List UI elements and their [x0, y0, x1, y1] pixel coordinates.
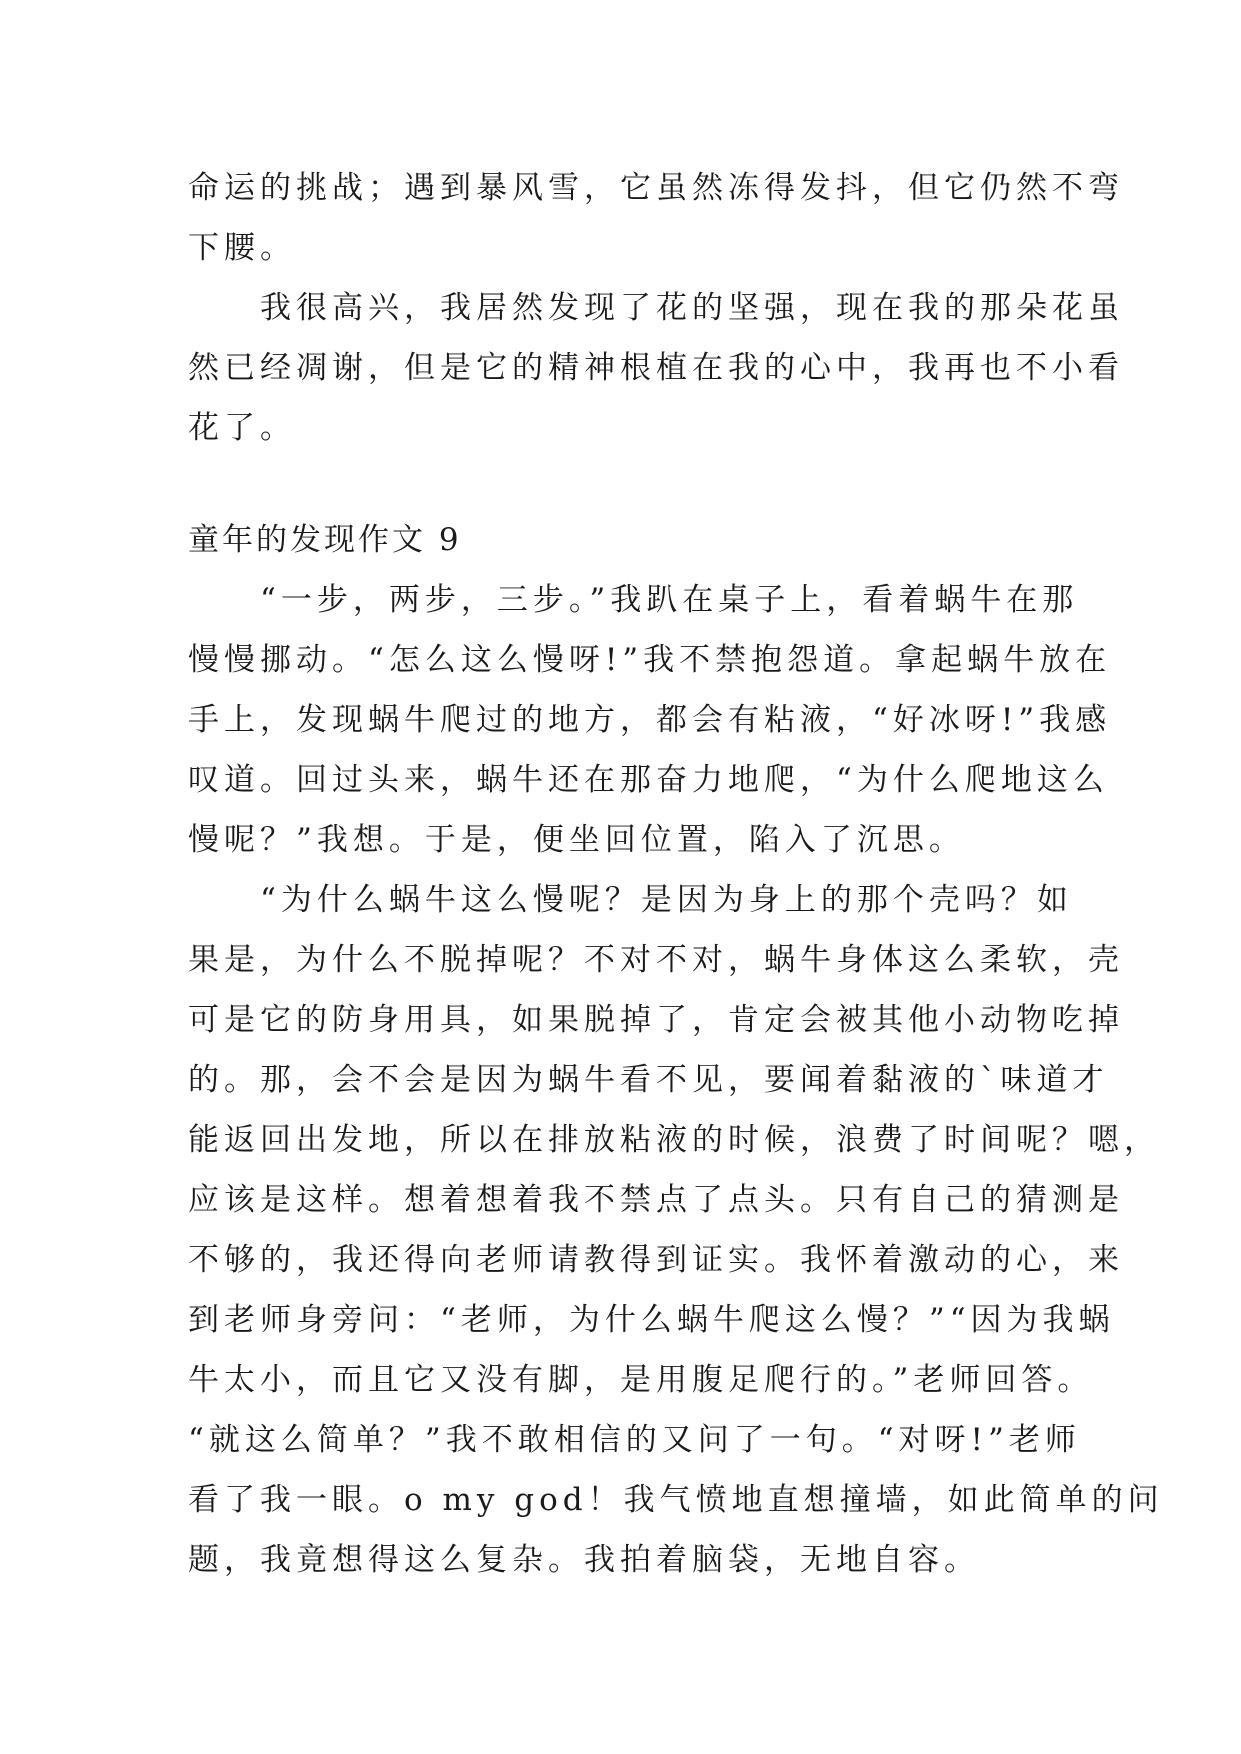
text-line: “一步，两步，三步。”我趴在桌子上，看着蜗牛在那	[188, 582, 1079, 618]
text-line: 看了我一眼。o my god！我气愤地直想撞墙，如此简单的问	[188, 1482, 1164, 1518]
text-line: 可是它的防身用具，如果脱掉了，肯定会被其他小动物吃掉	[188, 1002, 1124, 1038]
text-line: 能返回出发地，所以在排放粘液的时候，浪费了时间呢？嗯，	[188, 1122, 1160, 1158]
text-line: 不够的，我还得向老师请教得到证实。我怀着激动的心，来	[188, 1242, 1124, 1278]
text-line: 牛太小，而且它又没有脚，是用腹足爬行的。”老师回答。	[188, 1362, 1094, 1398]
text-line: 果是，为什么不脱掉呢？不对不对，蜗牛身体这么柔软，壳	[188, 942, 1124, 978]
paragraph-1	[188, 158, 1124, 278]
paragraph-3	[188, 570, 1112, 870]
text-line: 慢慢挪动。“怎么这么慢呀!”我不禁抱怨道。拿起蜗牛放在	[188, 642, 1112, 678]
text-line: “为什么蜗牛这么慢呢？是因为身上的那个壳吗？如	[188, 882, 1073, 918]
document-page	[188, 158, 1164, 1590]
text-line: 的。那，会不会是因为蜗牛看不见，要闻着黏液的`味道才	[188, 1062, 1109, 1098]
text-line: 叹道。回过头来，蜗牛还在那奋力地爬，“为什么爬地这么	[188, 762, 1109, 798]
text-line: 然已经凋谢，但是它的精神根植在我的心中，我再也不小看	[188, 350, 1124, 386]
text-line: 下腰。	[188, 230, 296, 266]
text-line: 慢呢？”我想。于是，便坐回位置，陷入了沉思。	[188, 822, 965, 858]
section-gap	[188, 458, 1054, 510]
text-line: 应该是这样。想着想着我不禁点了点头。只有自己的猜测是	[188, 1182, 1124, 1218]
text-line: 到老师身旁问：“老师，为什么蜗牛爬这么慢？”“因为我蜗	[188, 1302, 1115, 1338]
paragraph-4	[188, 870, 1164, 1590]
section-heading: 童年的发现作文 9	[188, 522, 462, 558]
text-line: 花了。	[188, 410, 296, 446]
paragraph-2	[188, 278, 1124, 458]
text-line: 手上，发现蜗牛爬过的地方，都会有粘液，“好冰呀!”我感	[188, 702, 1112, 738]
text-line: 我很高兴，我居然发现了花的坚强，现在我的那朵花虽	[188, 290, 1124, 326]
text-line: 命运的挑战；遇到暴风雪，它虽然冻得发抖，但它仍然不弯	[188, 170, 1124, 206]
text-line: “就这么简单？”我不敢相信的又问了一句。“对呀!”老师	[188, 1422, 1081, 1458]
text-line: 题，我竟想得这么复杂。我拍着脑袋，无地自容。	[188, 1542, 980, 1578]
